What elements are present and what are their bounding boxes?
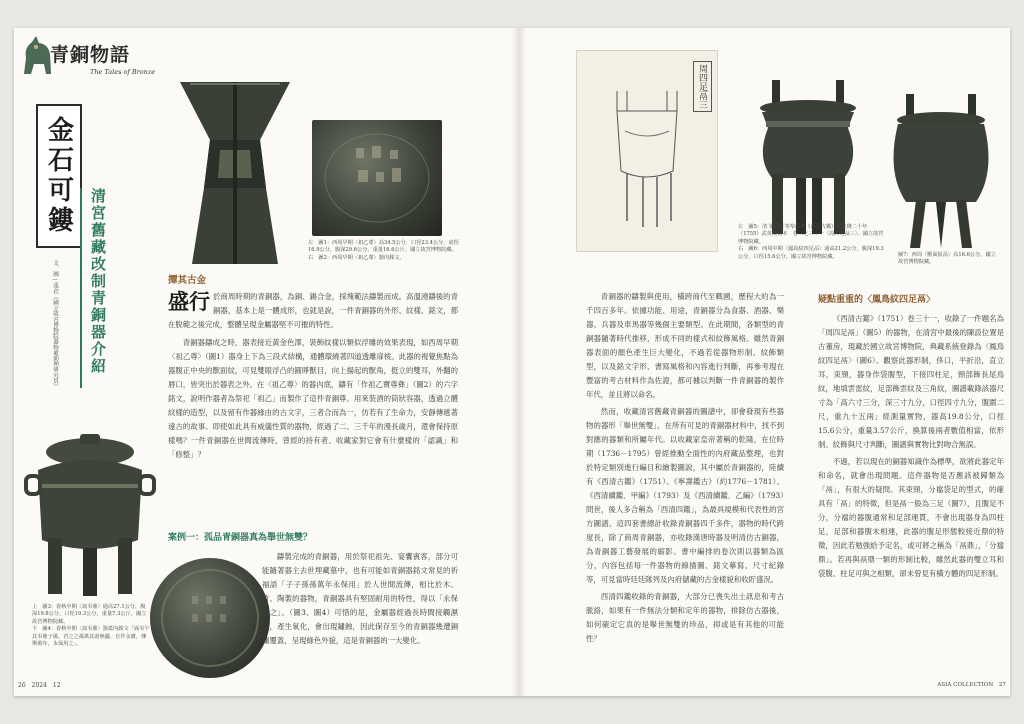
- right-footer: ASIA COLLECTION 27: [937, 682, 1006, 688]
- figure-5-book-image: [576, 50, 718, 252]
- section1-body: [168, 290, 458, 465]
- section1-heading: 撢其古金: [168, 275, 207, 286]
- case1-heading: 案例一：孤品青銅器真為舉世無雙？: [168, 533, 313, 543]
- figure-4-lid-image: [150, 558, 270, 678]
- figure-3-ding-image: [20, 430, 160, 600]
- section1-dropcap: 盛行: [168, 289, 210, 314]
- figure-6-li-image: [748, 78, 868, 238]
- caption-fig1-2: 左 圖1：西周早期〈祖乙尊〉高34.5公分，口徑23.4公分，底徑16.9公分，腹深29.6公分，重量16.6公斤。國立故宮博物院藏。 右 圖2：西周早期〈祖乙尊〉器內銘文。: [308, 240, 459, 261]
- col1-paragraph-2: 然而，收藏清宮舊藏青銅器的圖譜中，卻會發現有些器物的器形「舉世無雙」。在所有可見的青銅器材料中，找不到對應的器類和所屬年代。以收藏家皇帝著稱的乾隆，在位時期（1736－1795）曾經推動全面性的內府藏品整理，也對於特定類別進行編目和繪製圖說，其中屬於青銅器的，陸續有《西清古鑑》（1751）、《寧壽鑑古》（約1776－1781）、《西清續鑑．甲編》（1793）及《西清續鑑．乙編》（1793）問世，後人多合稱為「西清四鑑」，為最具規模和代表性的宮方圖譜。這四套書總計收錄青銅器四千多件，器物的時代跨度長，除了商周青銅器，亦收錄漢唐時器及明清仿古銅器，為青銅器工藝發展的縮影。書中編排的卷次則以器類為區分，內容包括每一件器物的線描圖、銘文摹寫、尺寸紀錄等，可見當時廷廷隊列及內府儲藏的古金樣貌和收貯盛況。: [586, 407, 784, 584]
- col1-paragraph-3: 西清四鑑收錄的青銅器，大部分已喪失出土訊息和考古脈絡，如果有一件無法分類和定年的器物，排除仿古器後，如何確定它真的是舉世無雙的珍品，抑或是有其他的可能性？: [586, 592, 784, 643]
- col2-heading: 疑點重重的〈鳳鳥紋四足鬲〉: [818, 295, 936, 305]
- case1-paragraph: 鑄製完成的青銅器，用於祭祀祖先、宴饗賓客，部分可能隨著器主去世埋藏墓中，也有可能如青銅器銘文常見的祈福語「子子孫孫萬年永保用」於人世間流傳，相比於木、竹、陶製的器物，青銅器具有堅固耐用的特性，得以「永保用之」。（圖3、圖4）可惜的是，金屬器經過長時間接觸濕氣，產生氧化，會出現鏽蝕，因此保存至今的青銅器幾遭銅鏽覆蓋，呈現綠色外貌，這是青銅器的一大變化。: [262, 552, 458, 645]
- column-title: 金石可鏤: [43, 116, 74, 236]
- section1-paragraph-1: 於商周時期的青銅器，為銅、錫合金，採塊範法鑄製而成。高溫澆鑄後的青銅器，基本上是一體成形，也就是說，一件青銅器的外形、紋樣、銘文，都在脫範之後完成，整體呈現金屬器堅不可摧的特性。: [168, 292, 458, 329]
- col2-paragraph-2: 不過，若以現在的銅器知識作為標準，欲將此器定年和命名，就會出現問題。這件器物是否應該被歸類為「鬲」，有很大的疑問。其束頸，分襠袋足的型式，的確具有「鬲」的特徵，但是鬲一般為三足（圖7），且腹足不分，分襠的器腹通常和足部連貫，不會出現器身為四柱足，足部和器腹未相連，此器的腹足形態較接近鼎的特徵，因此若勉強給予定名，或可將之稱為「鬲鼎」，「分襠鼎」。若再與鬲鼎一類的形制比較，雖然此器的雙立耳和袋腹、柱足可與之相類，卻未曾見有橫方體的四足形制。: [818, 457, 1004, 578]
- main-title-box: [80, 188, 110, 388]
- section1-paragraph-2: 青銅器鑄成之時，器表接近黃金色澤，裝飾紋樣以類似浮雕的效果表現，如西周早期〈祖乙尊〉（圖1）器身上下為三段式結構，通體環繞著四道透雕扉棱。此器的視覺焦點為器腹正中央的獸面紋，可見雙眼浮凸的圓睜獸目，向上揚起的獸角，挺立的雙耳，外翻的唇口，皆突出於器表之外。在〈祖乙尊〉的器內底，鑄有「作祖乙寶尊彝」（圖2）的六字銘文，說明作器者為祭祀「祖乙」而製作了這件青銅尊。用來裝酒的筒狀容器，透過立體紋樣的造型，以及留有作器緣由的古文字，三者合而為一，仿若有了生命力，安靜傳遞著遠古的故事。即使如此具有威儀性質的器物，經過了二、三千年的漫長歲月，還會保持原樣嗎？一件青銅器在世間流傳時，曾經的持有者、收藏家對它會有什麼樣的「認識」和「修整」？: [168, 338, 458, 459]
- column-title-box: [36, 104, 82, 248]
- left-page: [14, 28, 512, 696]
- page-gutter: [512, 28, 526, 696]
- left-footer: 26 2024 12: [18, 682, 61, 689]
- figure-2-inscription-image: [312, 120, 442, 236]
- right-column-2: [818, 312, 1004, 584]
- series-logo: [20, 34, 156, 84]
- book-page-title: 周四足鬲三: [693, 61, 712, 112]
- figure-7-li-image: [886, 92, 996, 252]
- section1-first-paragraph: [168, 290, 458, 332]
- case1-body: [262, 550, 458, 651]
- col1-paragraph-1: 青銅器的鑄製與使用，橫跨商代至戰國，歷程大約為一千四百多年。依據功能、用途，青銅器分為食器、酒器、樂器、兵器及車馬器等幾個主要類型。在此期間，各類型的青銅器隨著時代推移，形成不同的樣式和紋飾風格。雖然青銅器表面的顏色產生巨大變化，不過若從器物形制、紋飾類型，以及銘文字形、書寫風格和內容進行判斷，再參考現在豐富的考古材料作為佐證，都可據以判斷一件青銅器的製作年代，並且將以命名。: [586, 292, 784, 399]
- logo-sub-text: The Tales of Bronze: [90, 68, 156, 76]
- right-column-1: [586, 290, 784, 649]
- caption-fig7: 圖7：西周〈獸面紋鬲〉高16.6公分。國立故宮博物院藏。: [898, 252, 996, 266]
- right-page: [526, 28, 1010, 696]
- logo-main-text: 青銅物語: [50, 44, 131, 66]
- main-title: 清宮舊藏改制青銅器介紹: [89, 188, 107, 375]
- magazine-spread: [14, 28, 1010, 696]
- author-credit: 文．圖—張莅（國立故宮博物院器物處助理研究員）: [52, 260, 58, 390]
- caption-fig3-4: 上 圖3：春秋中期〈嵩弔鼎〉通高27.1公分，腹深19.8公分，口徑19.3公分，重量7.3公斤。國立故宮博物院藏。 下 圖4：春秋中期〈嵩弔鼎〉器蓋內銘文「嵩弔乍其弔鼎子孫，君之之孫萬其壽無疆，自作永寶，傳舉萬年，永保用之」。: [32, 604, 150, 648]
- col2-paragraph-1: 《西清古鑑》（1751）卷三十一，收錄了一件題名為「周四足鬲」（圖5）的器物，在清宮中最後的陳設位置是古董房，現藏於國立故宮博物院，典藏系統登錄為〈鳳鳥紋四足鬲〉（圖6）。觀察此器形制，侈口，平折沿，直立耳，束頸，器身作袋腹型，下接四柱足，頸部飾長尾鳥紋，地填雲雷紋，足部飾雲紋及三角紋，圖譜載錄該器尺寸為「高六寸三分，深三寸九分，口徑四寸九分，腹圍二尺，重九十五兩」經測量實物，器高19.8公分，口徑15.6公分，重量3.57公斤，換算後兩者數值相當，依形制、紋飾與尺寸判斷，圖譜與實物比對吻合無誤。: [818, 314, 1004, 449]
- figure-1-zun-image: [160, 78, 310, 268]
- caption-fig5-6: 左 圖5：清 梁詩正等奉敕撰《西清古鑑》清乾隆二十年（1755）武英殿刻本 卷三之三十一〈周四足鬲三〉。國立故宮博物院藏。 右 圖6：西周中期〈鳳鳥紋四足鬲〉通高21.2公分，腹深19.3公分，口徑15.6公分。國立故宮博物院藏。: [738, 224, 884, 260]
